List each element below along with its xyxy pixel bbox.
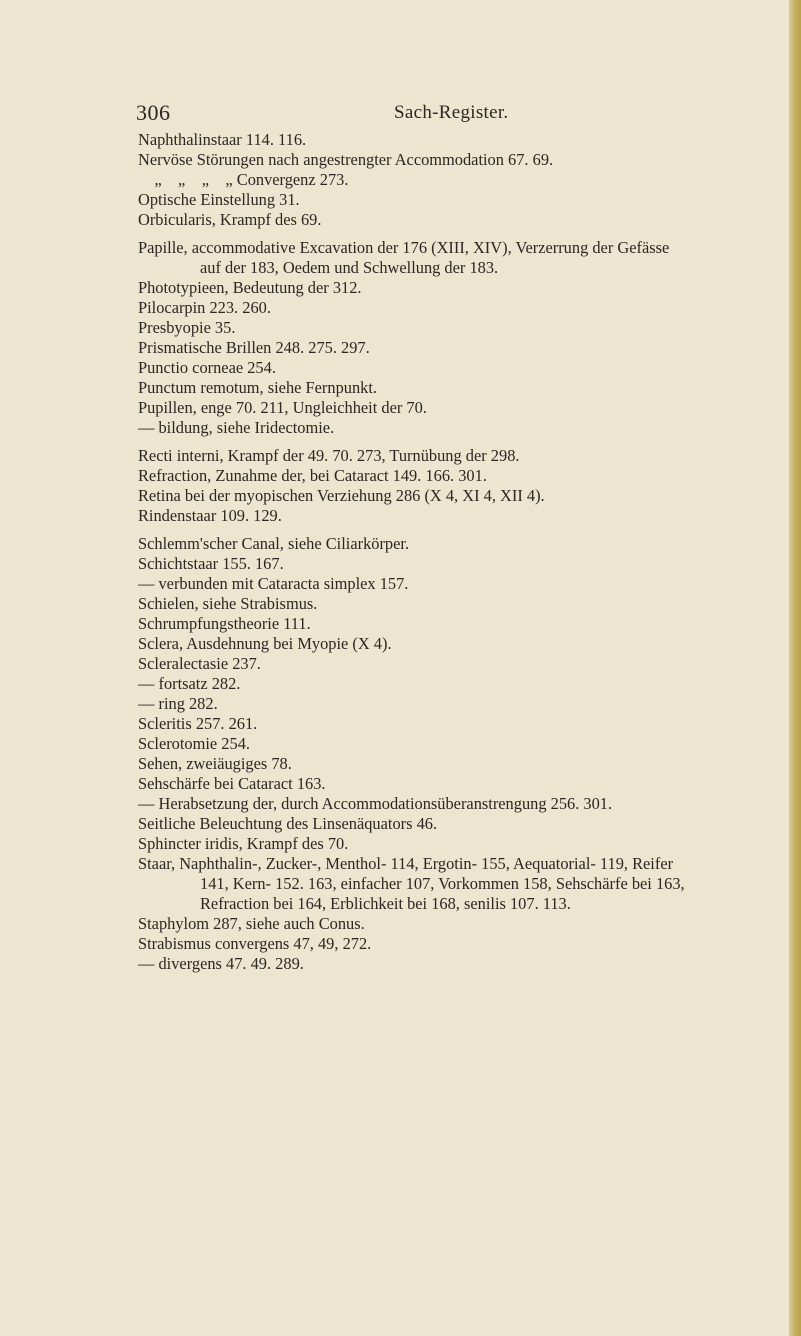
- index-subentry: — fortsatz 282.: [138, 674, 241, 693]
- index-entry: Nervöse Störungen nach angestrengter Accommodation 67. 69.: [138, 150, 554, 169]
- index-entry: Sehschärfe bei Cataract 163.: [138, 774, 326, 793]
- index-entry: Refraction, Zunahme der, bei Cataract 149. 166. 301.: [138, 466, 487, 485]
- index-entry: Sphincter iridis, Krampf des 70.: [138, 834, 349, 853]
- index-entry: Staar, Naphthalin-, Zucker-, Menthol- 114, Ergotin- 155, Aequatorial- 119, Reifer: [138, 854, 674, 873]
- index-entry: Punctio corneae 254.: [138, 358, 276, 377]
- index-entry: Optische Einstellung 31.: [138, 190, 300, 209]
- index-subentry: — bildung, siehe Iridectomie.: [138, 418, 335, 437]
- index-entry: Scleritis 257. 261.: [138, 714, 258, 733]
- index-subentry: — verbunden mit Cataracta simplex 157.: [138, 574, 409, 593]
- index-entry-ditto: „ „ „ „ Convergenz 273.: [138, 170, 349, 189]
- index-entry: Seitliche Beleuchtung des Linsenäquators 46.: [138, 814, 438, 833]
- index-entry-continuation: auf der 183, Oedem und Schwellung der 183.: [200, 258, 499, 277]
- index-subentry: — Herabsetzung der, durch Accommodationsüberanstrengung 256. 301.: [138, 794, 613, 813]
- index-entry-continuation: Refraction bei 164, Erblichkeit bei 168, senilis 107. 113.: [200, 894, 571, 913]
- index-entry: Sehen, zweiäugiges 78.: [138, 754, 292, 773]
- index-entry-continuation: 141, Kern- 152. 163, einfacher 107, Vorkommen 158, Sehschärfe bei 163,: [200, 874, 685, 893]
- index-entry: Pupillen, enge 70. 211, Ungleichheit der 70.: [138, 398, 427, 417]
- index-entry: Pilocarpin 223. 260.: [138, 298, 271, 317]
- page-header: [136, 100, 636, 130]
- index-group-p: [138, 238, 788, 438]
- index-subentry: — ring 282.: [138, 694, 218, 713]
- index-subentry: — divergens 47. 49. 289.: [138, 954, 304, 973]
- index-entry: Presbyopie 35.: [138, 318, 236, 337]
- index-entry: Recti interni, Krampf der 49. 70. 273, Turnübung der 298.: [138, 446, 520, 465]
- index-entry: Punctum remotum, siehe Fernpunkt.: [138, 378, 378, 397]
- index-entry: Schrumpfungstheorie 111.: [138, 614, 311, 633]
- page-edge: [789, 0, 801, 1336]
- index-entry: Retina bei der myopischen Verziehung 286 (X 4, XI 4, XII 4).: [138, 486, 545, 505]
- index-entry: Scleralectasie 237.: [138, 654, 261, 673]
- index-entry: Orbicularis, Krampf des 69.: [138, 210, 322, 229]
- index-entry: Phototypieen, Bedeutung der 312.: [138, 278, 362, 297]
- index-entry: Staphylom 287, siehe auch Conus.: [138, 914, 365, 933]
- index-entry: Schielen, siehe Strabismus.: [138, 594, 318, 613]
- index-entry: Prismatische Brillen 248. 275. 297.: [138, 338, 370, 357]
- index-entry: Schichtstaar 155. 167.: [138, 554, 284, 573]
- index-entry: Naphthalinstaar 114. 116.: [138, 130, 307, 149]
- index-group-r: [138, 446, 788, 526]
- index-entry: Schlemm'scher Canal, siehe Ciliarkörper.: [138, 534, 410, 553]
- index-entry: Strabismus convergens 47, 49, 272.: [138, 934, 372, 953]
- index-entry: Rindenstaar 109. 129.: [138, 506, 282, 525]
- page-number: 306: [136, 100, 171, 125]
- index-group-s: [138, 534, 788, 974]
- index-entry: Sclerotomie 254.: [138, 734, 250, 753]
- index-body: [138, 130, 788, 974]
- running-title: Sach-Register.: [394, 102, 509, 123]
- index-group-n-o: [138, 130, 788, 230]
- index-entry: Papille, accommodative Excavation der 176 (XIII, XIV), Verzerrung der Gefässe: [138, 238, 670, 257]
- index-entry: Sclera, Ausdehnung bei Myopie (X 4).: [138, 634, 392, 653]
